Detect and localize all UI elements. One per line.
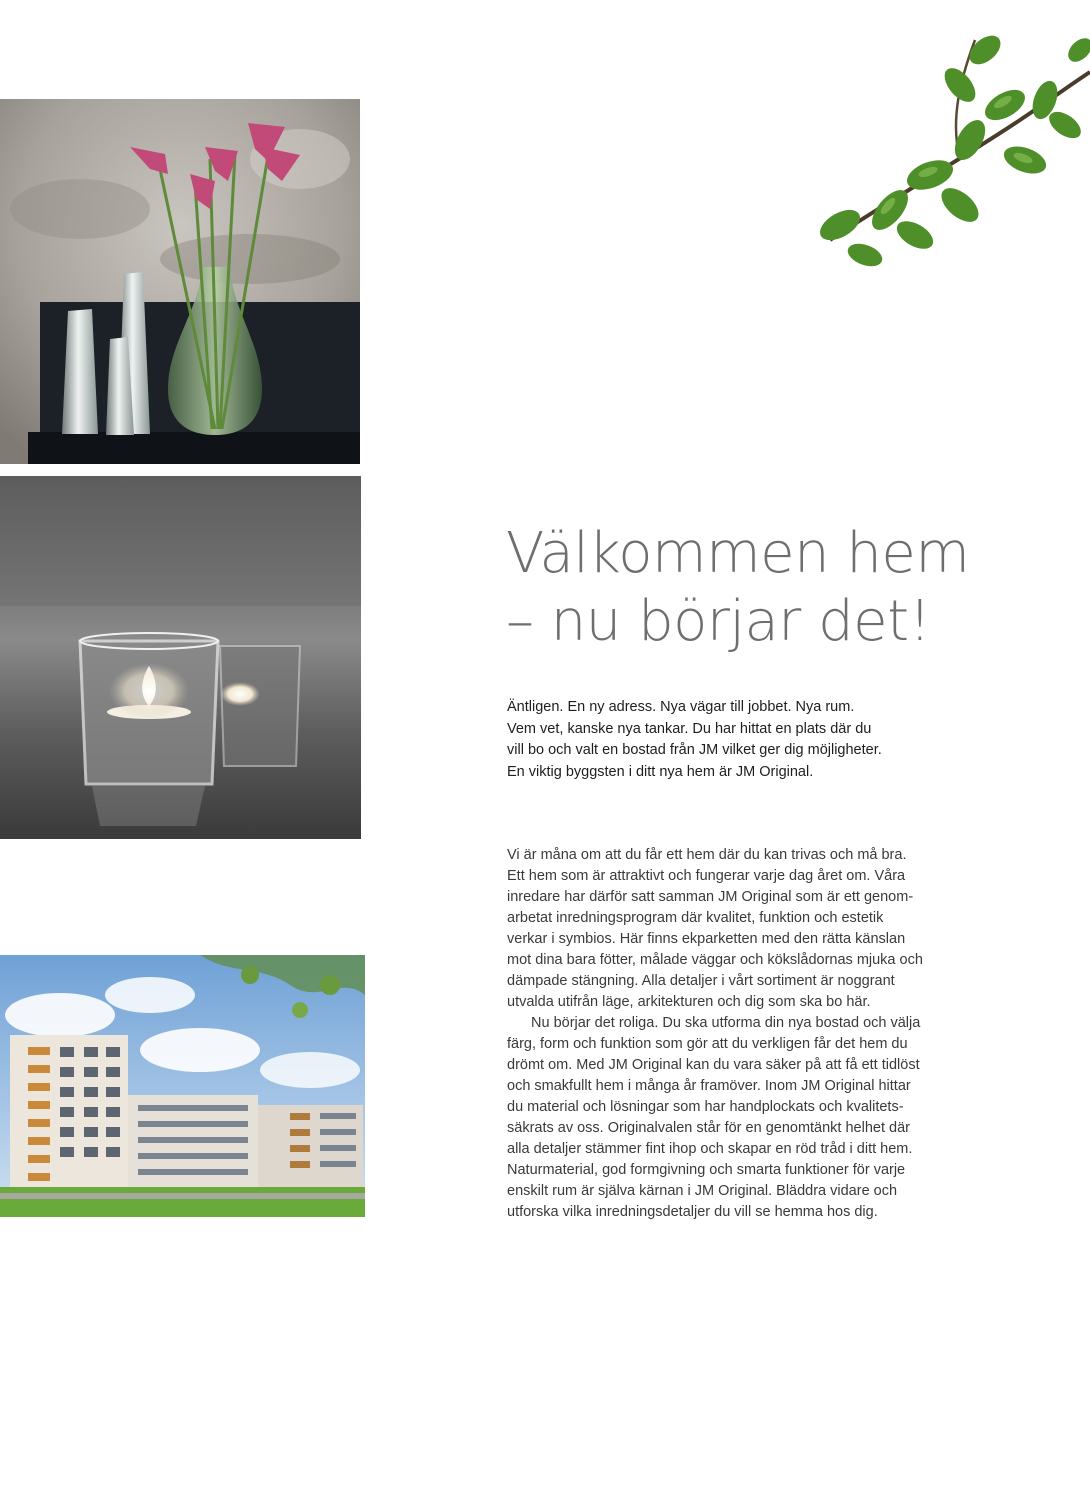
page-headline [506, 520, 1066, 656]
body-line: säkrats av oss. Originalvalen står för en genomtänkt helhet där [507, 1120, 910, 1136]
body-paragraphs [507, 845, 957, 1223]
intro-line: Vem vet, kanske nya tankar. Du har hittat en plats där du [507, 720, 872, 737]
headline-line-2: – nu börjar det! [506, 589, 931, 654]
body-line: utforska vilka inredningsdetaljer du vill se hemma hos dig. [507, 1204, 878, 1220]
body-line: Nu börjar det roliga. Du ska utforma din nya bostad och välja [531, 1015, 921, 1031]
body-line: dämpade stängning. Alla detaljer i vårt sortiment är noggrant [507, 973, 895, 989]
photo-apartment-buildings [0, 955, 365, 1217]
body-line: Naturmaterial, god formgivning och smarta funktioner för varje [507, 1162, 906, 1178]
body-line: utvalda utifrån läge, arkitekturen och dig som ska bo här. [507, 994, 871, 1010]
body-line: och smakfullt hem i många år framöver. Inom JM Original hittar [507, 1078, 911, 1094]
intro-line: vill bo och valt en bostad från JM vilket ger dig möjligheter. [507, 742, 882, 758]
intro-line: En viktig byggsten i ditt nya hem är JM Original. [507, 763, 814, 780]
body-line: verkar i symbios. Här finns ekparketten med den rätta känslan [507, 931, 906, 947]
body-line: alla detaljer stämmer fint ihop och skapar en röd tråd i ditt hem. [507, 1141, 913, 1157]
body-line: enskilt rum är själva kärnan i JM Original. Bläddra vidare och [507, 1183, 898, 1199]
photo-green-branch [810, 10, 1090, 275]
headline-line-1: Välkommen hem [506, 521, 970, 586]
body-line: mot dina bara fötter, målade väggar och kökslådornas mjuka och [507, 952, 923, 968]
body-line: arbetat inredningsprogram där kvalitet, funktion och estetik [507, 910, 884, 926]
body-line: Vi är måna om att du får ett hem där du kan trivas och må bra. [507, 847, 907, 863]
body-line: Ett hem som är attraktivt och fungerar varje dag året om. Våra [507, 868, 906, 884]
body-line: inredare har därför satt samman JM Original som är ett genom- [507, 889, 914, 905]
photo-tealight-candles [0, 476, 361, 839]
body-line: färg, form och funktion som gör att du verkligen får det hem du [507, 1036, 908, 1052]
body-line: du material och lösningar som har handplockats och kvalitets- [507, 1099, 904, 1115]
intro-paragraph [507, 697, 947, 783]
photo-calla-lilies-vases [0, 99, 360, 464]
intro-line: Äntligen. En ny adress. Nya vägar till jobbet. Nya rum. [507, 699, 855, 715]
body-line: drömt om. Med JM Original kan du vara säker på att få ett tidlöst [507, 1057, 920, 1073]
